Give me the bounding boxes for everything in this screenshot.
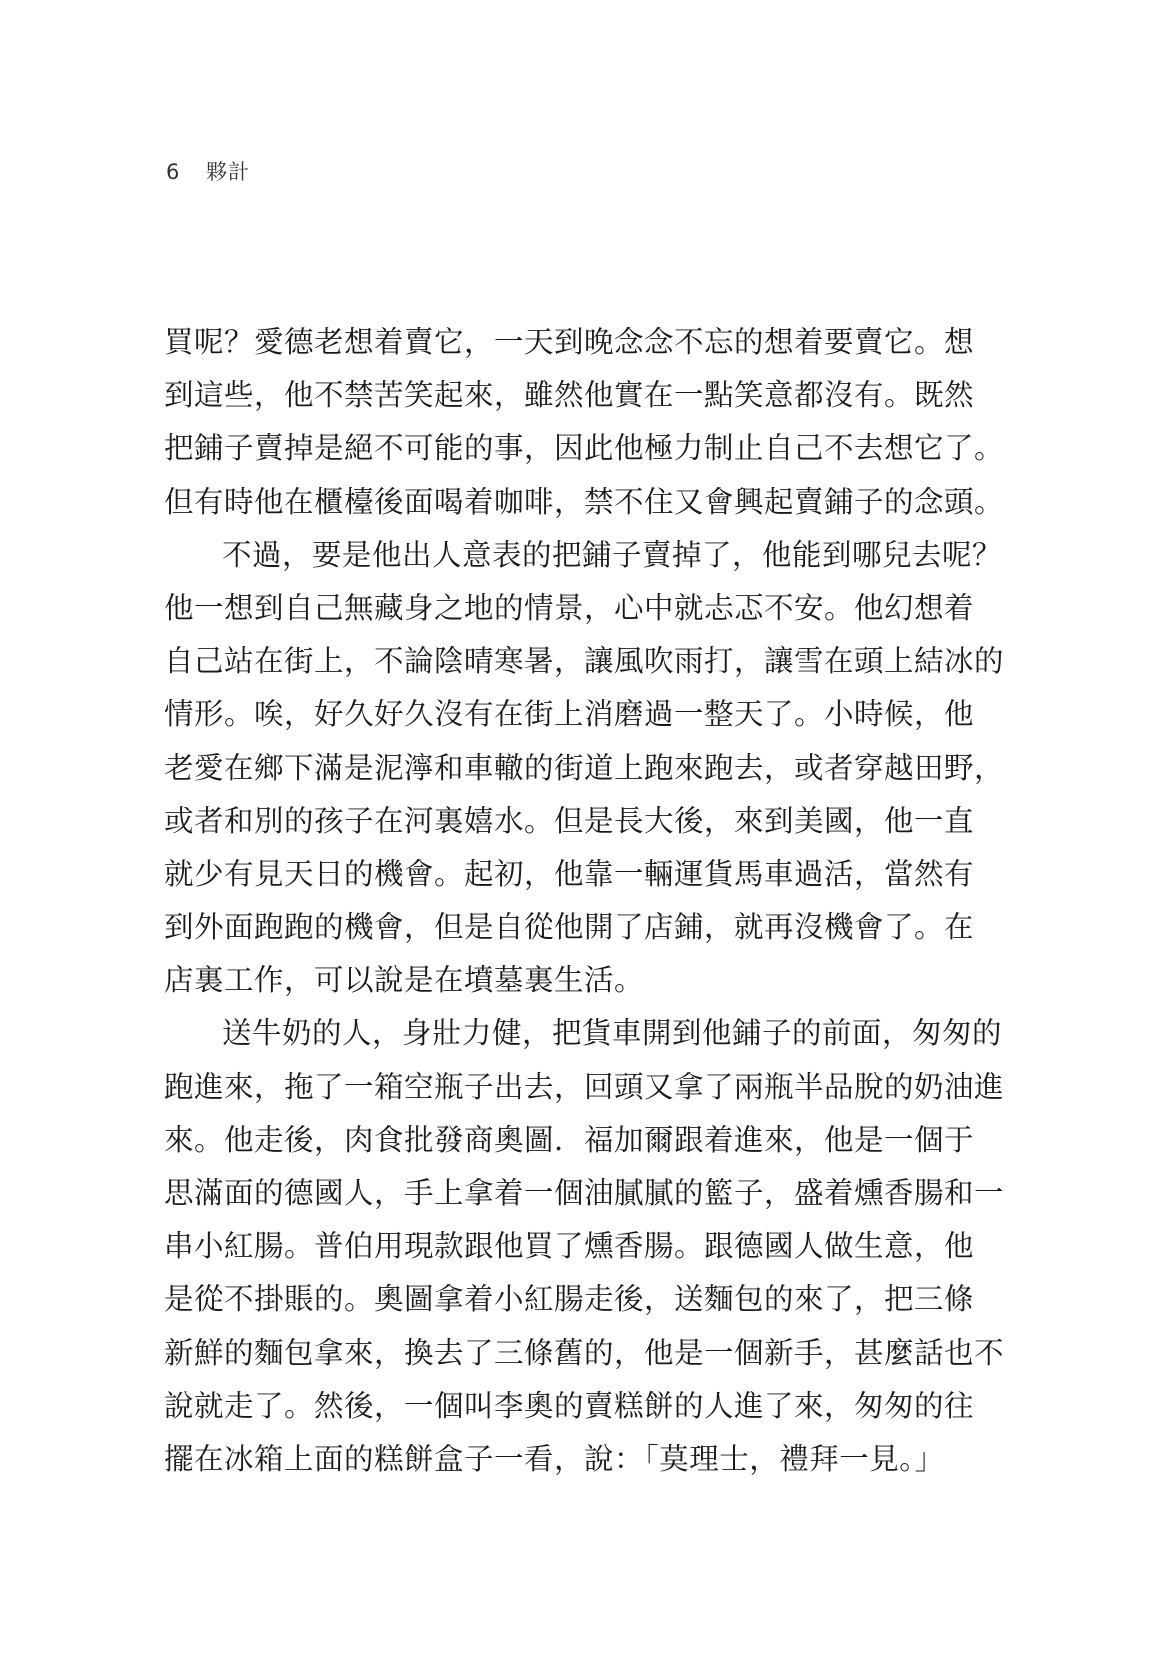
text-line: 但有時他在櫃檯後面喝着咖啡，禁不住又會興起賣鋪子的念頭。 (164, 484, 1005, 519)
text-line: 到外面跑跑的機會，但是自從他開了店鋪，就再沒機會了。在 (164, 910, 975, 945)
body-text (164, 316, 1004, 1486)
text-line: 或者和別的孩子在河裏嬉水。但是長大後，來到美國，他一直 (164, 803, 975, 838)
text-line: 思滿面的德國人，手上拿着一個油膩膩的籃子，盛着燻香腸和一 (164, 1176, 1005, 1210)
text-line: 串小紅腸。普伯用現款跟他買了燻香腸。跟德國人做生意，他 (164, 1229, 975, 1264)
text-line: 買呢？愛德老想着賣它，一天到晚念念不忘的想着要賣它。想 (164, 325, 975, 359)
text-line: 新鮮的麵包拿來，換去了三條舊的，他是一個新手，甚麼話也不 (164, 1335, 1005, 1370)
paragraph-2 (164, 529, 1004, 1008)
text-line: 是從不掛賬的。奧圖拿着小紅腸走後，送麵包的來了，把三條 (164, 1282, 975, 1317)
text-line: 跑進來，拖了一箱空瓶子出去，回頭又拿了兩瓶半品脫的奶油進 (164, 1069, 1005, 1104)
text-line: 擺在冰箱上面的糕餅盒子一看，說：「莫理士，禮拜一見。」 (164, 1441, 945, 1476)
text-line: 說就走了。然後，一個叫李奧的賣糕餅的人進了來，匆匆的往 (164, 1388, 975, 1423)
book-title: 夥計 (206, 160, 251, 184)
paragraph-1 (164, 316, 1004, 529)
text-line: 把鋪子賣掉是絕不可能的事，因此他極力制止自己不去想它了。 (164, 431, 1005, 466)
page-number: 6 (166, 160, 181, 184)
text-line: 不過，要是他出人意表的把鋪子賣掉了，他能到哪兒去呢？ (222, 537, 1003, 572)
text-line: 送牛奶的人，身壯力健，把貨車開到他鋪子的前面，匆匆的 (222, 1016, 1003, 1051)
text-line: 他一想到自己無藏身之地的情景，心中就忐忑不安。他幻想着 (164, 590, 975, 625)
text-line: 就少有見天日的機會。起初，他靠一輛運貨馬車過活，當然有 (164, 856, 975, 891)
text-line: 情形。唉，好久好久沒有在街上消磨過一整天了。小時候，他 (164, 697, 975, 732)
text-line: 來。他走後，肉食批發商奧圖．福加爾跟着進來，他是一個于 (164, 1122, 975, 1157)
text-line: 店裏工作，可以說是在墳墓裏生活。 (164, 963, 645, 998)
paragraph-3 (164, 1007, 1004, 1486)
text-line: 到這些，他不禁苦笑起來，雖然他實在一點笑意都沒有。既然 (164, 378, 975, 413)
running-head (166, 156, 250, 186)
text-line: 自己站在街上，不論陰晴寒暑，讓風吹雨打，讓雪在頭上結冰的 (164, 644, 1005, 679)
text-line: 老愛在鄉下滿是泥濘和車轍的街道上跑來跑去，或者穿越田野， (164, 750, 1005, 785)
